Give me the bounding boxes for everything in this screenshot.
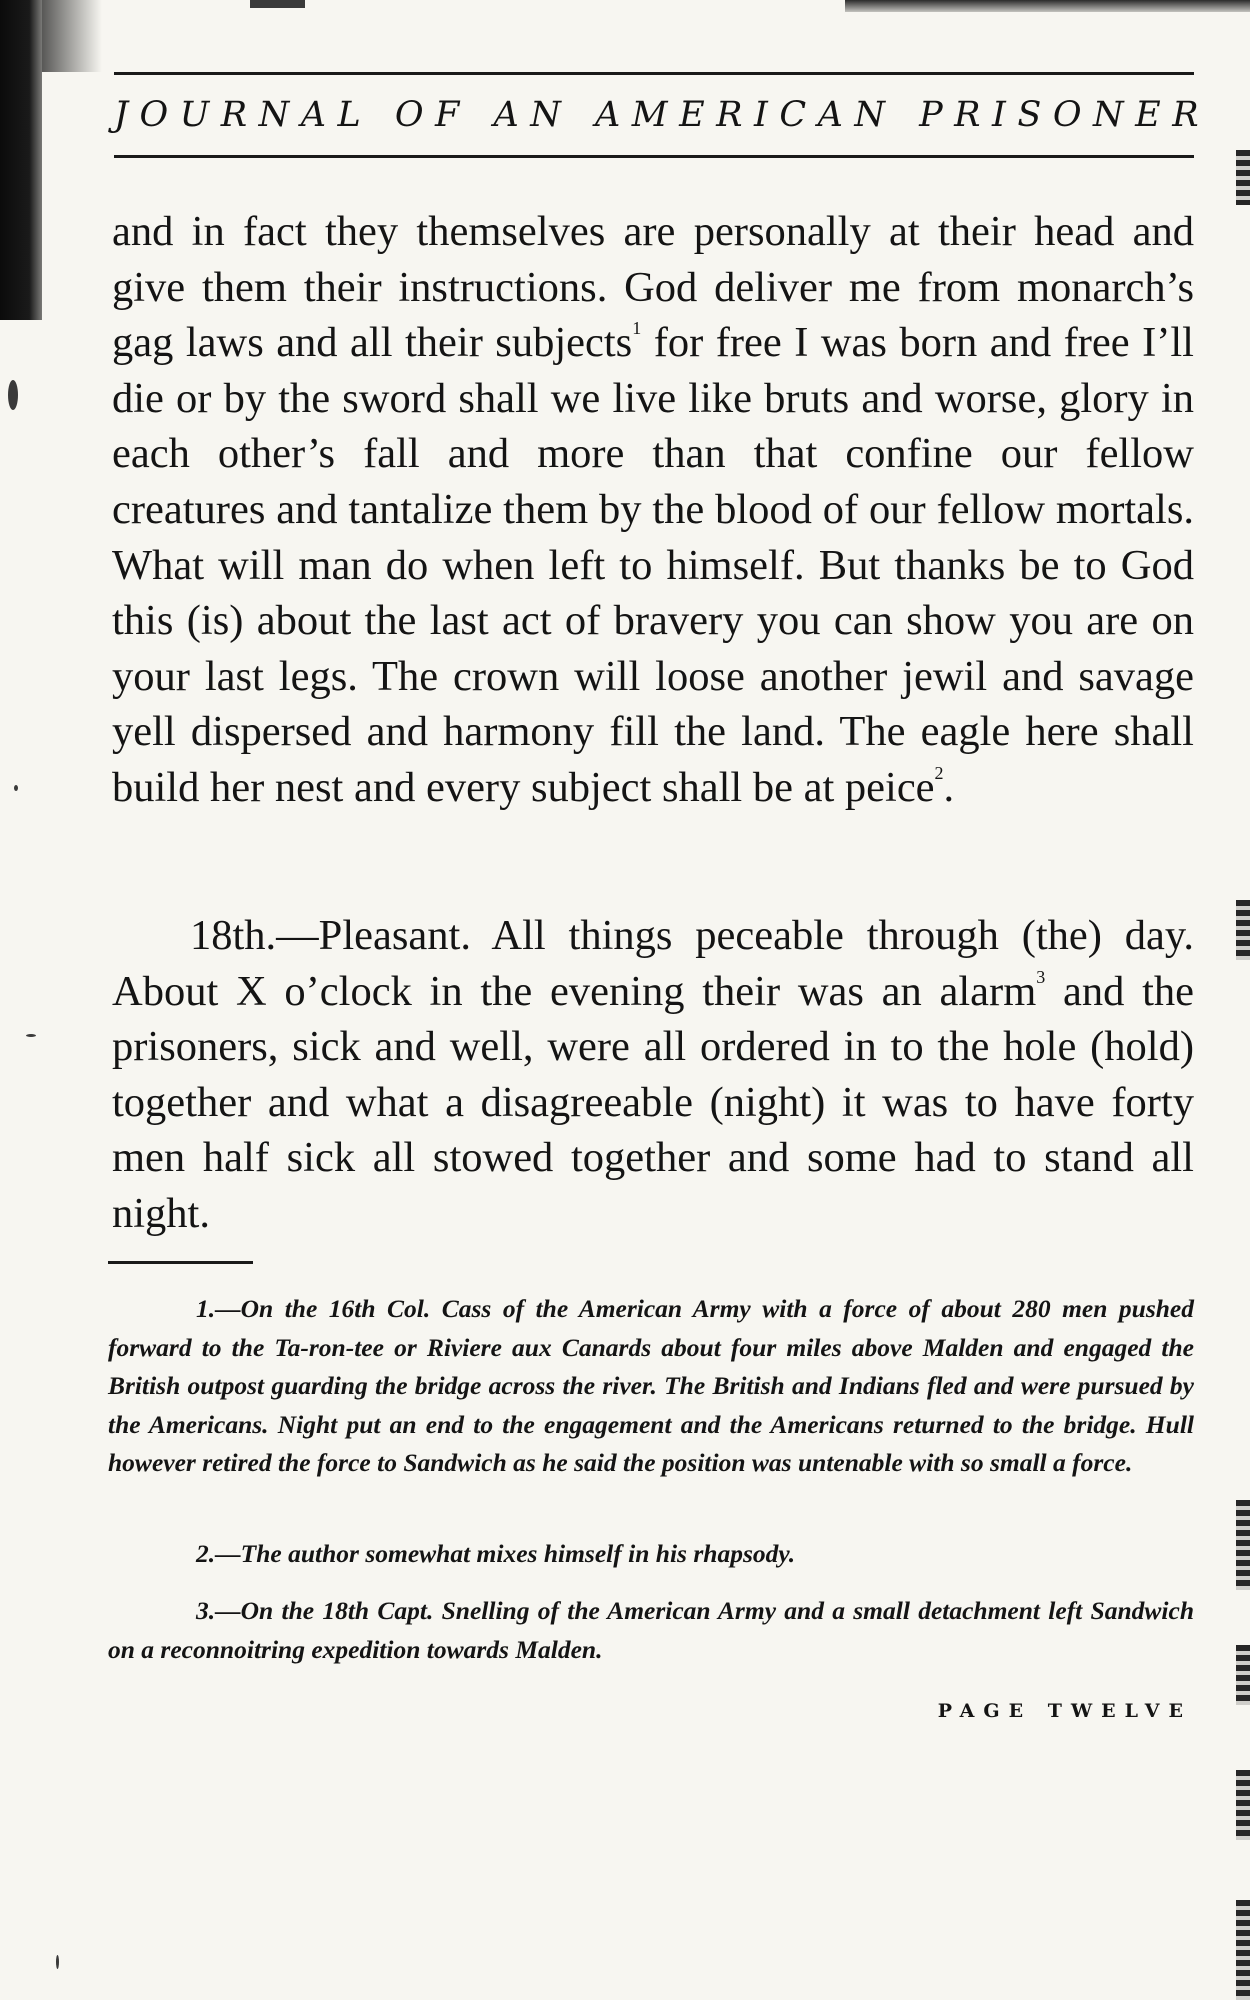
scan-speck (14, 785, 18, 791)
scan-edge-shadow-top-right (845, 0, 1250, 12)
footnote: 1.—On the 16th Col. Cass of the American Army with a force of about 280 men pushed forward to the Ta-ron-tee or Riviere aux Canards about four miles above Malden and engaged the British outpost guarding the bridge across the river. The British and Indians fled and were pursued by the Americans. Night put an end to the engagement and the Americans returned to the bridge. Hull however retired the force to Sandwich as he said the position was untenable with so small a force. (108, 1294, 1194, 1478)
scan-speck (8, 380, 18, 410)
page-number: PAGE TWELVE (937, 1700, 1192, 1722)
scan-edge-shadow-left (0, 0, 42, 320)
body-paragraph (112, 908, 1194, 1242)
running-title: JOURNAL OF AN AMERICAN PRISONER (114, 95, 1211, 135)
scan-edge-shadow-right (1236, 150, 1250, 205)
header-rule-bottom (114, 155, 1194, 158)
paragraph-text: . (943, 763, 955, 811)
header-rule-top (114, 72, 1194, 75)
scan-edge-shadow-left-top (42, 0, 102, 72)
scan-edge-shadow-top (250, 0, 305, 8)
body-paragraph (112, 204, 1194, 816)
paragraph-text: 18th.—Pleasant. All things peceable through (the) day. About X o’clock in the evening their was an alarm (112, 912, 1194, 1015)
footnote-reference: 3 (1036, 966, 1046, 987)
footnote-reference: 2 (934, 762, 944, 783)
paragraph-text: and in fact they themselves are personally at their head and give them their instructions. God deliver me from monarch’s gag laws and all their subjects (112, 208, 1194, 367)
scan-edge-shadow-right (1236, 1900, 1250, 2000)
scan-edge-shadow-right (1236, 1645, 1250, 1705)
scan-speck (26, 1034, 36, 1037)
footnote: 3.—On the 18th Capt. Snelling of the American Army and a small detachment left Sandwich on a reconnoitring expedition towards Malden. (108, 1596, 1194, 1664)
scan-speck (56, 1955, 59, 1969)
scan-edge-shadow-right (1236, 1770, 1250, 1840)
footnote-rule (108, 1261, 253, 1264)
scan-edge-shadow-right (1236, 900, 1250, 960)
paragraph-text: and the prisoners, sick and well, were all ordered in to the hole (hold) together and what a disagreeable (night) it was to have forty men half sick all stowed together and some had to stand all night. (112, 967, 1194, 1237)
scan-edge-shadow-right (1236, 1500, 1250, 1590)
footnote-reference: 1 (632, 318, 642, 339)
paragraph-text: for free I was born and free I’ll die or by the sword shall we live like bruts and worse, glory in each other’s fall and more than that confine our fellow creatures and tantalize them by the blood of our fellow mortals. What will man do when left to himself. But thanks be to God this (is) about the last act of bravery you can show you are on your last legs. The crown will loose another jewil and savage yell dispersed and harmony fill the land. The eagle here shall build her nest and every subject shall be at peice (112, 319, 1194, 811)
footnote: 2.—The author somewhat mixes himself in his rhapsody. (196, 1539, 796, 1568)
